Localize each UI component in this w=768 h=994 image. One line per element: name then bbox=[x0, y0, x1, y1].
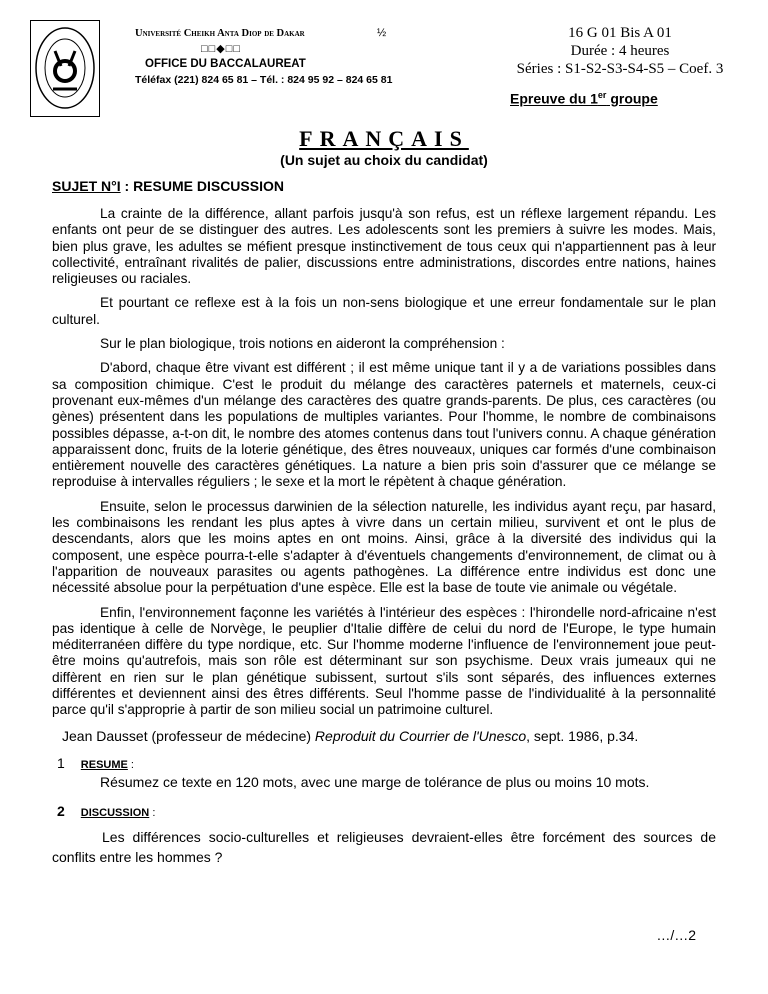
group-prefix: Epreuve du 1 bbox=[510, 90, 598, 107]
content-flow bbox=[52, 206, 716, 943]
exam-group bbox=[510, 90, 658, 107]
subject-label: SUJET N°I bbox=[52, 178, 121, 194]
question-colon: : bbox=[127, 758, 134, 771]
source-author: Jean Dausset (professeur de médecine) bbox=[62, 727, 315, 744]
duration: Durée : 4 heures bbox=[570, 43, 670, 59]
question-header bbox=[57, 755, 716, 771]
question-number: 2 bbox=[57, 802, 65, 819]
seal-emblem-icon bbox=[31, 21, 99, 116]
group-sup: er bbox=[597, 90, 607, 100]
text-body bbox=[52, 206, 716, 719]
question-number: 1 bbox=[57, 754, 65, 771]
paragraph: Ensuite, selon le processus darwinien de la sélection naturelle, les individus ayant reçu, par hasard, les combinaisons les rendant les plus aptes à vivre dans un certain milieu, survivent et ont le plus de descendants, alors que les moins aptes en ont moins. Ainsi, grâce à la diversité des individus qui la composent, une espèce pourra-t-elle s'adapter à d'éventuels changements d'environnement, de climat ou à l'apparition de nouveaux parasites ou agents pathogènes. La différence entre individus est donc une nécessité absolue pour la perpétuation d'une espèce. Elle est la base de toute vie animale ou végétale. bbox=[52, 498, 716, 596]
office-name: OFFICE DU BACCALAUREAT bbox=[145, 58, 306, 70]
subtitle: (Un sujet au choix du candidat) bbox=[280, 152, 488, 168]
question-label-text: RESUME bbox=[80, 758, 128, 771]
exam-code: 16 G 01 Bis A 01 bbox=[568, 25, 672, 41]
question-label-text: DISCUSSION bbox=[80, 806, 150, 819]
source-citation bbox=[62, 727, 716, 745]
paragraph: Et pourtant ce reflexe est à la fois un non-sens biologique et une erreur fondamentale sur le plan culturel. bbox=[52, 295, 716, 327]
question-label bbox=[81, 759, 134, 771]
series: Séries : S1-S2-S3-S4-S5 – Coef. 3 bbox=[516, 61, 724, 77]
question-text: Les différences socio-culturelles et religieuses devraient-elles être forcément des sources de conflits entre les hommes ? bbox=[52, 828, 716, 865]
question-text: Résumez ce texte en 120 mots, avec une marge de tolérance de plus ou moins 10 mots. bbox=[100, 773, 650, 790]
university-name: Université Cheikh Anta Diop de Dakar bbox=[135, 28, 305, 39]
page-fraction: ½ bbox=[377, 27, 387, 39]
contact-info: Téléfax (221) 824 65 81 – Tél. : 824 95 92 – 824 65 81 bbox=[135, 74, 393, 86]
source-rest: , sept. 1986, p.34. bbox=[526, 727, 639, 744]
source-work: Reproduit du Courrier de l'Unesco bbox=[314, 727, 527, 744]
subject-heading bbox=[52, 178, 284, 194]
paragraph: D'abord, chaque être vivant est différent ; il est même unique tant il y a de variations possibles dans sa composition chimique. C'est le produit du mélange des caractères paternels et maternels, ceux-ci provenant eux-mêmes d'un mélange des caractères des quatre grands-parents. De plus, ces caractères (ou gènes) présentent dans les populations de multiples variantes. Pour l'homme, le nombre de combinaisons possibles dépasse, a-t-on dit, le nombre des atomes contenus dans tout l'univers connu. A chaque génération apparaissent donc, fruits de la loterie génétique, des êtres nouveaux, uniques car formés d'une combinaison entièrement nouvelle des caractères génétiques. La nature a bien pris soin d'assurer que ce mélange se reproduise à intervalles réguliers ; le sexe et la mort le répètent à chaque génération. bbox=[52, 360, 716, 490]
ornament: □□◆□□ bbox=[201, 43, 242, 55]
paragraph: Sur le plan biologique, trois notions en aideront la compréhension : bbox=[100, 336, 505, 352]
university-seal bbox=[30, 20, 100, 117]
question-header bbox=[57, 803, 716, 819]
question-colon: : bbox=[149, 806, 156, 819]
question-label bbox=[81, 807, 156, 819]
paragraph: La crainte de la différence, allant parfois jusqu'à son refus, est un réflexe largement répandu. Les enfants ont peur de se distinguer des autres. Les adolescents sont les premiers à suivre les modes. Mais, bien plus grave, les adultes se méfient presque instinctivement de tous ceux qui n'appartiennent pas à leur collectivité, entraînant rivalités de palier, discussions entre administrations, discordes entre nations, haines religieuses ou raciales. bbox=[52, 206, 716, 287]
subject-rest: : RESUME DISCUSSION bbox=[120, 178, 284, 194]
page-title: FRANÇAIS bbox=[299, 126, 469, 151]
paragraph: Enfin, l'environnement façonne les variétés à l'intérieur des espèces : l'hirondelle nord-africaine n'est pas identique à celle de Norvège, le peuplier d'Italie diffère de celui du nord de l'Europe, le type humain méditerranéen diffère du type nordique, etc. Sur l'homme moderne l'influence de l'environnement joue peut-être moins qu'autrefois, mais son rôle est déterminant sur son psychisme. Deux vrais jumeaux qui ne diffèrent en rien sur le plan génétique subissent, surtout s'ils sont séparés, des influences externes différentes et deviennent ainsi des êtres différents. Seul l'homme passe de l'individualité à la personnalité parce qu'il s'approprie à partir de son milieu social un patrimoine culturel. bbox=[52, 604, 716, 718]
group-suffix: groupe bbox=[606, 90, 658, 107]
page-continuation: …/…2 bbox=[656, 926, 696, 943]
